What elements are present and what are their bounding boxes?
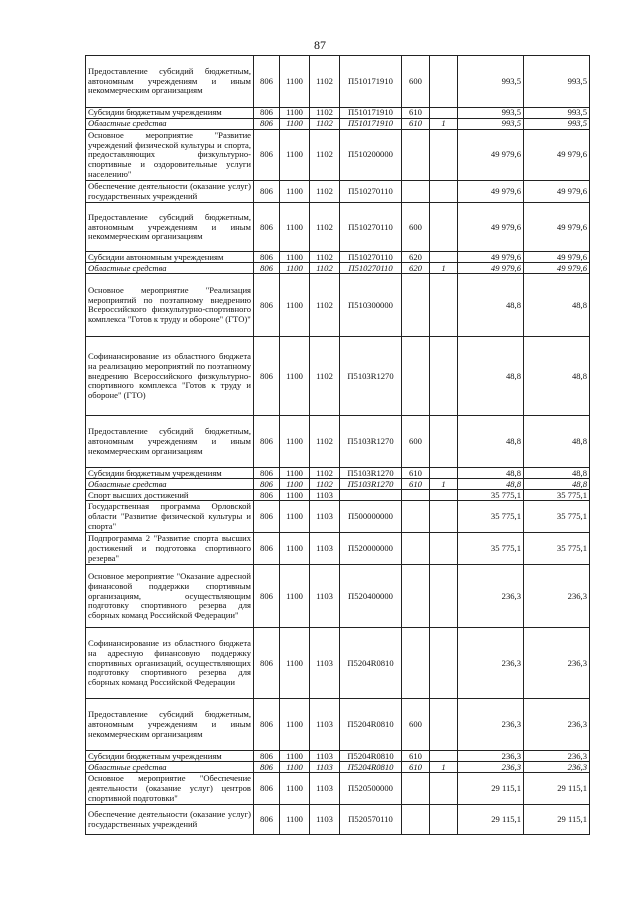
source-cell: 1 (430, 263, 458, 274)
subsection-cell: 1102 (310, 337, 340, 416)
table-row (86, 628, 590, 699)
target-article-cell: П500000000 (340, 501, 402, 533)
table-row (86, 252, 590, 263)
grbs-cell: 806 (254, 773, 280, 805)
table-row (86, 203, 590, 252)
amount-1-cell: 35 775,1 (458, 533, 524, 565)
subsection-cell: 1103 (310, 751, 340, 762)
grbs-cell: 806 (254, 468, 280, 479)
target-article-cell (340, 490, 402, 501)
subsection-cell: 1103 (310, 628, 340, 699)
target-article-cell: П5204R0810 (340, 699, 402, 751)
name-cell: Предоставление субсидий бюджетным, автономным учреждениям и иным некоммерческим организациям (86, 203, 254, 252)
source-cell (430, 751, 458, 762)
subsection-cell: 1102 (310, 479, 340, 490)
amount-1-cell: 49 979,6 (458, 252, 524, 263)
amount-1-cell: 48,8 (458, 274, 524, 337)
expense-type-cell: 610 (402, 468, 430, 479)
target-article-cell: П520400000 (340, 565, 402, 628)
source-cell (430, 130, 458, 181)
name-cell: Субсидии бюджетным учреждениям (86, 108, 254, 119)
name-cell: Основное мероприятие "Развитие учреждений физической культуры и спорта, предоставляющих физкультурно-спортивные и оздоровительные услуги населению" (86, 130, 254, 181)
amount-1-cell: 993,5 (458, 119, 524, 130)
amount-1-cell: 236,3 (458, 762, 524, 773)
section-cell: 1100 (280, 337, 310, 416)
section-cell: 1100 (280, 479, 310, 490)
section-cell: 1100 (280, 565, 310, 628)
subsection-cell: 1102 (310, 263, 340, 274)
name-cell: Предоставление субсидий бюджетным, автономным учреждениям и иным некоммерческим организациям (86, 699, 254, 751)
table-row (86, 337, 590, 416)
table-row (86, 751, 590, 762)
grbs-cell: 806 (254, 119, 280, 130)
source-cell (430, 56, 458, 108)
amount-1-cell: 48,8 (458, 468, 524, 479)
expense-type-cell (402, 501, 430, 533)
source-cell (430, 628, 458, 699)
table-row (86, 565, 590, 628)
section-cell: 1100 (280, 56, 310, 108)
target-article-cell: П5103R1270 (340, 468, 402, 479)
target-article-cell: П510270110 (340, 203, 402, 252)
section-cell: 1100 (280, 501, 310, 533)
amount-1-cell: 236,3 (458, 628, 524, 699)
amount-1-cell: 29 115,1 (458, 805, 524, 835)
amount-1-cell: 236,3 (458, 699, 524, 751)
table-row (86, 108, 590, 119)
subsection-cell: 1102 (310, 181, 340, 203)
subsection-cell: 1102 (310, 274, 340, 337)
grbs-cell: 806 (254, 533, 280, 565)
expense-type-cell (402, 490, 430, 501)
target-article-cell: П5204R0810 (340, 751, 402, 762)
source-cell (430, 274, 458, 337)
table-row (86, 533, 590, 565)
table-row (86, 479, 590, 490)
expense-type-cell: 600 (402, 699, 430, 751)
name-cell: Областные средства (86, 263, 254, 274)
amount-2-cell: 49 979,6 (524, 130, 590, 181)
source-cell (430, 203, 458, 252)
subsection-cell: 1103 (310, 762, 340, 773)
table-row (86, 501, 590, 533)
section-cell: 1100 (280, 274, 310, 337)
source-cell (430, 565, 458, 628)
name-cell: Субсидии автономным учреждениям (86, 252, 254, 263)
grbs-cell: 806 (254, 203, 280, 252)
expense-type-cell (402, 274, 430, 337)
section-cell: 1100 (280, 773, 310, 805)
amount-1-cell: 48,8 (458, 416, 524, 468)
source-cell (430, 490, 458, 501)
grbs-cell: 806 (254, 337, 280, 416)
name-cell: Государственная программа Орловской области "Развитие физической культуры и спорта" (86, 501, 254, 533)
source-cell: 1 (430, 119, 458, 130)
grbs-cell: 806 (254, 274, 280, 337)
name-cell: Областные средства (86, 762, 254, 773)
table-row (86, 490, 590, 501)
name-cell: Софинансирование из областного бюджета на адресную финансовую поддержку спортивных организаций, осуществляющих подготовку спортивного резерва для сборных команд Российской Федерации (86, 628, 254, 699)
section-cell: 1100 (280, 699, 310, 751)
subsection-cell: 1103 (310, 490, 340, 501)
section-cell: 1100 (280, 181, 310, 203)
name-cell: Обеспечение деятельности (оказание услуг) государственных учреждений (86, 181, 254, 203)
expense-type-cell (402, 533, 430, 565)
target-article-cell: П510300000 (340, 274, 402, 337)
target-article-cell: П520500000 (340, 773, 402, 805)
amount-1-cell: 49 979,6 (458, 130, 524, 181)
name-cell: Основное мероприятие "Обеспечение деятельности (оказание услуг) центров спортивной подготовки" (86, 773, 254, 805)
source-cell: 1 (430, 479, 458, 490)
subsection-cell: 1103 (310, 533, 340, 565)
source-cell (430, 252, 458, 263)
subsection-cell: 1102 (310, 130, 340, 181)
expense-type-cell: 600 (402, 203, 430, 252)
subsection-cell: 1102 (310, 252, 340, 263)
table-row (86, 416, 590, 468)
amount-1-cell: 49 979,6 (458, 181, 524, 203)
amount-2-cell: 49 979,6 (524, 263, 590, 274)
table-row (86, 468, 590, 479)
name-cell: Предоставление субсидий бюджетным, автономным учреждениям и иным некоммерческим организациям (86, 56, 254, 108)
target-article-cell: П5103R1270 (340, 337, 402, 416)
amount-2-cell: 993,5 (524, 56, 590, 108)
amount-2-cell: 48,8 (524, 274, 590, 337)
section-cell: 1100 (280, 805, 310, 835)
table-row (86, 130, 590, 181)
section-cell: 1100 (280, 252, 310, 263)
expense-type-cell: 610 (402, 751, 430, 762)
source-cell (430, 416, 458, 468)
budget-table (85, 55, 590, 835)
name-cell: Софинансирование из областного бюджета на реализацию мероприятий по поэтапному внедрению Всероссийского физкультурно-спортивного комплекса "Готов к труду и обороне" (ГТО) (86, 337, 254, 416)
subsection-cell: 1103 (310, 565, 340, 628)
name-cell: Обеспечение деятельности (оказание услуг) государственных учреждений (86, 805, 254, 835)
grbs-cell: 806 (254, 416, 280, 468)
target-article-cell: П520000000 (340, 533, 402, 565)
expense-type-cell (402, 181, 430, 203)
section-cell: 1100 (280, 130, 310, 181)
amount-1-cell: 49 979,6 (458, 263, 524, 274)
target-article-cell: П5103R1270 (340, 416, 402, 468)
amount-2-cell: 35 775,1 (524, 490, 590, 501)
amount-2-cell: 236,3 (524, 699, 590, 751)
expense-type-cell: 610 (402, 119, 430, 130)
expense-type-cell: 600 (402, 416, 430, 468)
grbs-cell: 806 (254, 501, 280, 533)
target-article-cell: П510270110 (340, 252, 402, 263)
grbs-cell: 806 (254, 130, 280, 181)
name-cell: Субсидии бюджетным учреждениям (86, 751, 254, 762)
target-article-cell: П520570110 (340, 805, 402, 835)
grbs-cell: 806 (254, 628, 280, 699)
table-row (86, 119, 590, 130)
expense-type-cell (402, 565, 430, 628)
name-cell: Областные средства (86, 479, 254, 490)
amount-2-cell: 236,3 (524, 628, 590, 699)
table-row (86, 699, 590, 751)
source-cell (430, 805, 458, 835)
amount-1-cell: 35 775,1 (458, 501, 524, 533)
target-article-cell: П5103R1270 (340, 479, 402, 490)
grbs-cell: 806 (254, 108, 280, 119)
expense-type-cell: 600 (402, 56, 430, 108)
expense-type-cell (402, 773, 430, 805)
amount-1-cell: 29 115,1 (458, 773, 524, 805)
target-article-cell: П5204R0810 (340, 762, 402, 773)
expense-type-cell: 610 (402, 479, 430, 490)
amount-1-cell: 993,5 (458, 108, 524, 119)
subsection-cell: 1102 (310, 108, 340, 119)
source-cell: 1 (430, 762, 458, 773)
amount-2-cell: 993,5 (524, 108, 590, 119)
amount-2-cell: 236,3 (524, 751, 590, 762)
name-cell: Субсидии бюджетным учреждениям (86, 468, 254, 479)
amount-2-cell: 49 979,6 (524, 252, 590, 263)
amount-2-cell: 49 979,6 (524, 203, 590, 252)
grbs-cell: 806 (254, 699, 280, 751)
amount-2-cell: 48,8 (524, 479, 590, 490)
name-cell: Спорт высших достижений (86, 490, 254, 501)
amount-1-cell: 49 979,6 (458, 203, 524, 252)
grbs-cell: 806 (254, 181, 280, 203)
target-article-cell: П5204R0810 (340, 628, 402, 699)
table-row (86, 762, 590, 773)
source-cell (430, 468, 458, 479)
expense-type-cell: 620 (402, 263, 430, 274)
source-cell (430, 108, 458, 119)
subsection-cell: 1102 (310, 56, 340, 108)
section-cell: 1100 (280, 468, 310, 479)
name-cell: Основное мероприятие "Оказание адресной финансовой поддержки спортивным организациям, осуществляющим подготовку спортивного резерва для сборных команд Российской Федерации" (86, 565, 254, 628)
subsection-cell: 1102 (310, 203, 340, 252)
table-row (86, 56, 590, 108)
subsection-cell: 1102 (310, 416, 340, 468)
amount-2-cell: 993,5 (524, 119, 590, 130)
expense-type-cell (402, 628, 430, 699)
source-cell (430, 533, 458, 565)
amount-2-cell: 49 979,6 (524, 181, 590, 203)
source-cell (430, 501, 458, 533)
amount-2-cell: 48,8 (524, 468, 590, 479)
section-cell: 1100 (280, 263, 310, 274)
section-cell: 1100 (280, 762, 310, 773)
target-article-cell: П510200000 (340, 130, 402, 181)
section-cell: 1100 (280, 416, 310, 468)
table-row (86, 805, 590, 835)
name-cell: Основное мероприятие "Реализация мероприятий по поэтапному внедрению Всероссийского физкультурно-спортивного комплекса "Готов к труду и обороне" (ГТО)" (86, 274, 254, 337)
table-row (86, 274, 590, 337)
amount-2-cell: 35 775,1 (524, 501, 590, 533)
target-article-cell: П510171910 (340, 56, 402, 108)
name-cell: Подпрограмма 2 "Развитие спорта высших достижений и подготовка спортивного резерва" (86, 533, 254, 565)
target-article-cell: П510171910 (340, 108, 402, 119)
section-cell: 1100 (280, 533, 310, 565)
grbs-cell: 806 (254, 565, 280, 628)
source-cell (430, 773, 458, 805)
grbs-cell: 806 (254, 805, 280, 835)
section-cell: 1100 (280, 203, 310, 252)
amount-2-cell: 236,3 (524, 762, 590, 773)
grbs-cell: 806 (254, 479, 280, 490)
subsection-cell: 1103 (310, 501, 340, 533)
amount-1-cell: 48,8 (458, 479, 524, 490)
table-row (86, 263, 590, 274)
section-cell: 1100 (280, 119, 310, 130)
source-cell (430, 181, 458, 203)
amount-2-cell: 35 775,1 (524, 533, 590, 565)
subsection-cell: 1102 (310, 119, 340, 130)
grbs-cell: 806 (254, 56, 280, 108)
expense-type-cell: 610 (402, 762, 430, 773)
amount-1-cell: 236,3 (458, 565, 524, 628)
amount-2-cell: 29 115,1 (524, 773, 590, 805)
subsection-cell: 1103 (310, 773, 340, 805)
target-article-cell: П510171910 (340, 119, 402, 130)
section-cell: 1100 (280, 751, 310, 762)
subsection-cell: 1103 (310, 699, 340, 751)
expense-type-cell: 610 (402, 108, 430, 119)
source-cell (430, 699, 458, 751)
amount-2-cell: 48,8 (524, 337, 590, 416)
grbs-cell: 806 (254, 751, 280, 762)
amount-1-cell: 993,5 (458, 56, 524, 108)
name-cell: Предоставление субсидий бюджетным, автономным учреждениям и иным некоммерческим организациям (86, 416, 254, 468)
target-article-cell: П510270110 (340, 181, 402, 203)
amount-2-cell: 236,3 (524, 565, 590, 628)
subsection-cell: 1103 (310, 805, 340, 835)
table-row (86, 773, 590, 805)
expense-type-cell (402, 130, 430, 181)
amount-1-cell: 48,8 (458, 337, 524, 416)
amount-2-cell: 29 115,1 (524, 805, 590, 835)
subsection-cell: 1102 (310, 468, 340, 479)
budget-table-body (86, 56, 590, 835)
grbs-cell: 806 (254, 762, 280, 773)
section-cell: 1100 (280, 628, 310, 699)
grbs-cell: 806 (254, 263, 280, 274)
grbs-cell: 806 (254, 252, 280, 263)
section-cell: 1100 (280, 490, 310, 501)
amount-2-cell: 48,8 (524, 416, 590, 468)
name-cell: Областные средства (86, 119, 254, 130)
grbs-cell: 806 (254, 490, 280, 501)
table-row (86, 181, 590, 203)
target-article-cell: П510270110 (340, 263, 402, 274)
section-cell: 1100 (280, 108, 310, 119)
amount-1-cell: 236,3 (458, 751, 524, 762)
source-cell (430, 337, 458, 416)
expense-type-cell (402, 805, 430, 835)
amount-1-cell: 35 775,1 (458, 490, 524, 501)
expense-type-cell (402, 337, 430, 416)
expense-type-cell: 620 (402, 252, 430, 263)
page-number: 87 (314, 38, 326, 52)
